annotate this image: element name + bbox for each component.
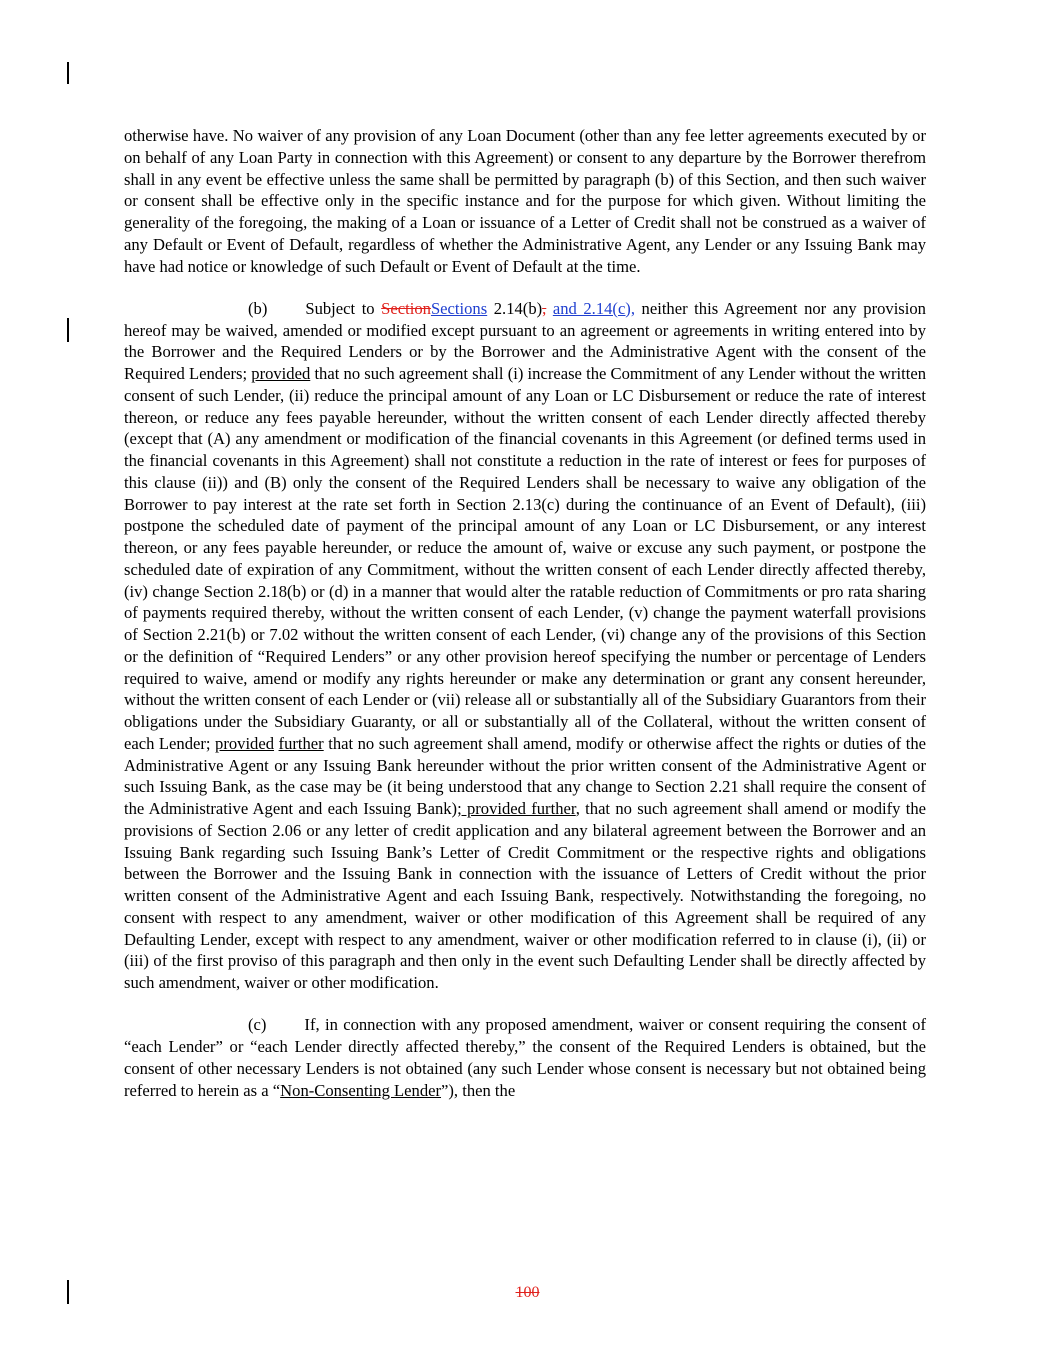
paragraph-c-label: (c)	[248, 1015, 267, 1035]
text-run: neither this Agreement nor any provision hereof may be waived, amended or modified except pursuant to an agreement or agreements in writing entered into by the Borrower and the Required Lenders or by the Borrower and the Administrative Agent with the consent of the Required Lenders;	[124, 298, 926, 383]
text-run: If, in connection with any proposed amendment, waiver or consent requiring the consent of “each Lender” or “each Lender directly affected thereby,” the consent of the Required Lenders is obtained, but the consent of other necessary Lenders is not obtained (any such Lender whose consent is necessary but not obtained being referred to herein as a “	[124, 1015, 926, 1100]
inserted-text: Sections	[430, 298, 488, 318]
deleted-text: ,	[542, 298, 547, 318]
page-number: 100	[515, 1284, 540, 1301]
change-bar-para-b	[67, 318, 69, 342]
underlined-term: provided	[251, 364, 311, 383]
paragraph-b	[124, 298, 926, 994]
text-run: that no such agreement shall amend, modify or otherwise affect the rights or duties of the Administrative Agent or any Issuing Bank hereunder without the prior written consent of the Administrative Agent or such Issuing Bank, as the case may be (it being understood that any change to Section 2.21 shall require the consent of the Administrative Agent and each Issuing Bank)	[124, 733, 926, 818]
underlined-term: ; provided further	[457, 799, 576, 818]
text-run: Subject to	[305, 298, 382, 318]
deleted-text: Section	[381, 298, 431, 318]
paragraph-a-text: otherwise have. No waiver of any provision of any Loan Document (other than any fee letter agreements executed by or on behalf of any Loan Party in connection with this Agreement) or consent to any departure by the Borrower therefrom shall in any event be effective unless the same shall be permitted by paragraph (b) of this Section, and then such waiver or consent shall be effective only in the specific instance and for the purpose for which given. Without limiting the generality of the foregoing, the making of a Loan or issuance of a Letter of Credit shall not be construed as a waiver of any Default or Event of Default, regardless of whether the Administrative Agent, any Lender or any Issuing Bank may have had notice or knowledge of such Default or Event of Default at the time.	[124, 126, 926, 276]
underlined-term: Non-Consenting Lender	[280, 1080, 442, 1100]
paragraph-c	[124, 1014, 926, 1101]
text-run: 2.14(b)	[487, 298, 543, 318]
paragraph-b-label: (b)	[248, 298, 268, 318]
document-body	[124, 125, 926, 1101]
text-run: ”), then the	[441, 1080, 516, 1100]
paragraph-a	[124, 125, 926, 277]
underlined-term: further	[278, 733, 324, 753]
change-bar-top	[67, 62, 69, 84]
inserted-text: and 2.14(c),	[552, 298, 635, 318]
text-run: , that no such agreement shall amend or modify the provisions of Section 2.06 or any letter of credit application and any bilateral agreement between the Borrower and an Issuing Bank regarding such Issuing Bank’s Letter of Credit Commitment or the respective rights and obligations between the Borrower and the Issuing Bank in connection with the issuance of Letters of Credit without the prior written consent of the Administrative Agent and each Issuing Bank, respectively. Notwithstanding the foregoing, no consent with respect to any amendment, waiver or other modification of this Agreement shall be required of any Defaulting Lender, except with respect to any amendment, waiver or other modification referred to in clause (i), (ii) or (iii) of the first proviso of this paragraph and then only in the event such Defaulting Lender shall be directly affected by such amendment, waiver or other modification.	[124, 799, 927, 992]
text-run: that no such agreement shall (i) increase the Commitment of any Lender without the written consent of such Lender, (ii) reduce the principal amount of any Loan or LC Disbursement or reduce the rate of interest thereon, or reduce any fees payable hereunder, without the written consent of each Lender directly affected thereby (except that (A) any amendment or modification of the financial covenants in this Agreement (or defined terms used in the financial covenants in this Agreement) shall not constitute a reduction in the rate of interest or fees for purposes of this clause (ii)) and (B) only the consent of the Required Lenders shall be necessary to waive any obligation of the Borrower to pay interest at the rate set forth in Section 2.13(c) during the continuance of an Event of Default), (iii) postpone the scheduled date of payment of the principal amount of any Loan or LC Disbursement, or any interest thereon, or any fees payable hereunder, or reduce the amount of, waive or excuse any such payment, or postpone the scheduled date of expiration of any Commitment, without the written consent of each Lender directly affected thereby, (iv) change Section 2.18(b) or (d) in a manner that would alter the ratable reduction of Commitments or pro rata sharing of payments required thereby, without the written consent of each Lender, (v) change the payment waterfall provisions of Section 2.21(b) or 7.02 without the written consent of each Lender, (vi) change any of the provisions of this Section or the definition of “Required Lenders” or any other provision hereof specifying the number or percentage of Lenders required to waive, amend or modify any rights hereunder or make any determination or grant any consent hereunder, without the written consent of each Lender or (vii) release all or substantially all of the Subsidiary Guarantors from their obligations under the Subsidiary Guaranty, or all or substantially all of the Collateral, without the written consent of each Lender;	[124, 364, 926, 753]
underlined-term: provided	[215, 733, 275, 753]
